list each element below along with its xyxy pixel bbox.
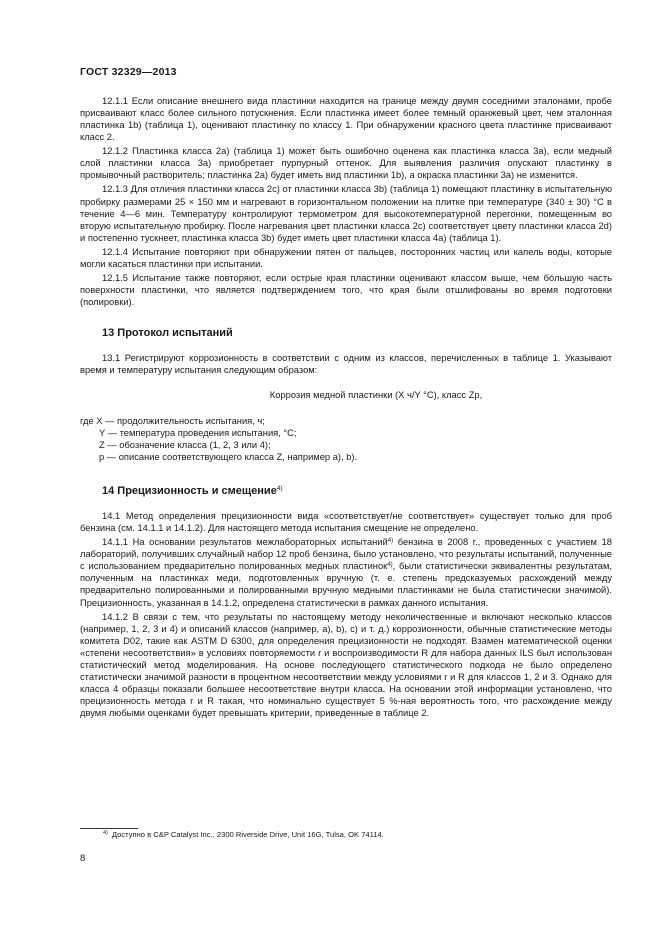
page-content [80,95,612,721]
formula-legend [80,415,612,463]
footnote-text: Доступно в C&P Catalyst Inc., 2300 Riverside Drive, Unit 16G, Tulsa, OK 74114. [111,830,384,839]
section-13-heading: 13 Протокол испытаний [102,327,233,340]
p14-1-1-part-a: 14.1.1 На основании результатов межлабораторных испытаний [102,537,388,548]
footnote-divider [80,828,138,829]
paragraph-14-1-1 [80,536,612,609]
legend-x: где X — продолжительность испытания, ч; [80,415,265,426]
legend-p: p — описание соответствующего класса Z, например a), b). [99,451,358,462]
paragraph-14-1-2: 14.1.2 В связи с тем, что результаты по настоящему методу неколичественные и включают несколько классов (например, 1, 2, 3 и 4) и описаний классов (например, a), b), c) и т. д.) коррозионности, обычные статистические методы комитета D02, такие как ASTM D 6300, для определения прецизионности не подходят. Взамен математической оценки «степени несоответствия» в условиях повторяемости r и воспроизводимости R для набора данных ILS был использован статистический метод моделирования. На основе последующего статистического подхода не было определено статистически значимой разности в процентном несоответствии между условиями r и R для классов 1, 2 и 3. Однако для класса 4 образцы показали большее несоответствие внутри класса. На основании этой информации установлено, что прецизионность метода r и R такая, что номинально существует 5 %-ная вероятность того, что расхождение между двумя любыми оценками будет превышать критерии, приведенные в таблице 2. [80,611,612,719]
paragraph-12-1-3: 12.1.3 Для отличия пластинки класса 2c) от пластинки класса 3b) (таблица 1) помещают пластинку в испытательную пробирку размерами 25 × 150 мм и нагревают в горизонтальном положении на плитке при температуре (340 ± 30) °С в течение 4—6 мин. Температуру контролируют термометром для высокотемпературной перегонки, помещенным во вторую испытательную пробирку. После нагревания цвет пластинки класса 2c) соответствует цвету пластинки класса 2d) и постепенно тускнеет, пластинка класса 3b) будет иметь цвет пластинки класса 4a) (таблица 1). [80,184,612,243]
legend-z: Z — обозначение класса (1, 2, 3 или 4); [99,439,271,450]
p14-1-1-part-b: бензина в 2008 г., проведенных с участием 18 лабораторий, получивших случайный набор 12 проб бензина, было установлено, что результаты испытаний, полученные с использованием предварительно полированных медных пластинок [80,537,612,572]
paragraph-12-1-1: 12.1.1 Если описание внешнего вида пластинки находится на границе между двумя соседними эталонами, пробе присваивают класс более сильного потускнения. Если пластинка имеет более темный оранжевый цвет, чем эталонная пластинка 1b) (таблица 1), оценивают пластинку по классу 1. При обнаружении красного цвета пластинке присваивают класс 2. [80,96,612,143]
standard-header: ГОСТ 32329—2013 [80,66,177,78]
footnote-ref: 4) [387,538,394,545]
paragraph-12-1-5: 12.1.5 Испытание также повторяют, если острые края пластинки оценивают классом выше, чем бо́льшую часть поверхности пластинки, что является подтверждением того, что края были отшлифованы во время подготовки (полировки). [80,272,612,308]
legend-y: Y — температура проведения испытания, °С; [99,427,297,438]
paragraph-14-1: 14.1 Метод определения прецизионности вида «соответствует/не соответствует» существует только для проб бензина (см. 14.1.1 и 14.1.2). Для настоящего метода испытания смещение не определено. [80,511,612,534]
section-14-heading [102,485,612,497]
footnote [103,830,384,840]
page-number: 8 [80,853,86,864]
section-14-title: 14 Прецизионность и смещение [102,484,277,497]
report-formula: Коррозия медной пластинки (X ч/Y °С), класс Zp, [269,390,483,401]
footnote-ref: 4) [387,562,393,569]
paragraph-12-1-4: 12.1.4 Испытание повторяют при обнаружении пятен от пальцев, посторонних частиц или капель воды, которые могли касаться пластинки при испытании. [80,246,612,269]
p14-1-1-part-c: , были статистически эквивалентны результатам, полученным на пластинках меди, подготовленных вручную (т. е. степень предсказуемых расхождений между предварительно полированными и полированными вручную медными пластинками не была статистически значимой). Прецизионность, указанная в 14.1.2, определена статистически в рамках данного испытания. [80,561,612,608]
paragraph-12-1-2: 12.1.2 Пластинка класса 2a) (таблица 1) может быть ошибочно оценена как пластинка класса 3a), если медный слой пластинки класса 3a) приобретает пурпурный оттенок. Для выявления различия опускают пластинку в промывочный растворитель; пластинка 2a) будет иметь вид пластинки 1b), а окраска пластинки 3a) не изменится. [80,146,612,181]
paragraph-13-1: 13.1 Регистрируют коррозионность в соответствии с одним из классов, перечисленных в таблице 1. Указывают время и температуру испытания следующим образом: [80,353,612,376]
footnote-ref: 4) [276,484,283,492]
footnote-mark: 4) [103,830,108,836]
